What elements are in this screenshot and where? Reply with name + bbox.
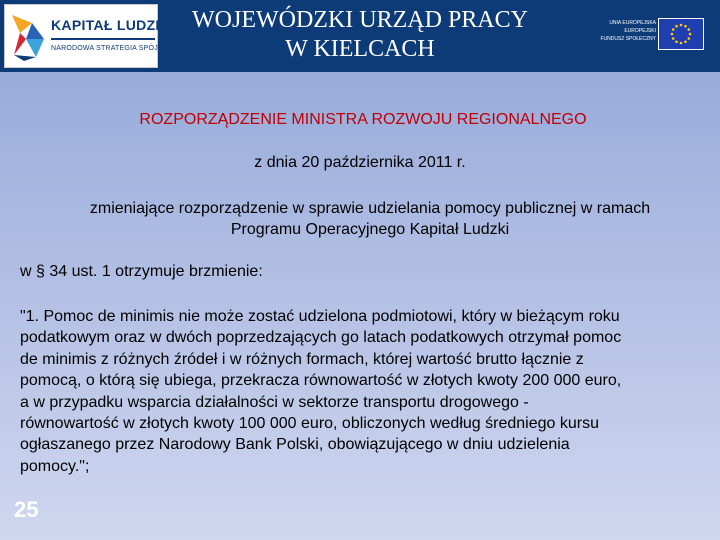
eu-fund-label-line: UNIA EUROPEJSKA bbox=[609, 20, 656, 26]
provision-line: podatkowym oraz w dwóch poprzedzających go latach podatkowych otrzymał pomoc bbox=[20, 329, 622, 347]
logo-subtitle: NARODOWA STRATEGIA SPÓJNOŚCI bbox=[51, 45, 182, 52]
logo-title: KAPITAŁ LUDZKI bbox=[51, 17, 171, 33]
amendment-intro: w § 34 ust. 1 otrzymuje brzmienie: bbox=[20, 263, 263, 280]
provision-line: pomocy."; bbox=[20, 457, 90, 475]
provision-line: równowartość w złotych kwoty 100 000 euro, obliczonych według średniego kursu bbox=[20, 415, 599, 433]
page-number: 25 bbox=[14, 497, 39, 522]
provision-line: "1. Pomoc de minimis nie może zostać udzielona podmiotowi, który w bieżącym roku bbox=[20, 308, 620, 325]
amendment-title-line: Programu Operacyjnego Kapitał Ludzki bbox=[230, 221, 510, 238]
provision-line: pomocą, o którą się ubiega, przekracza równowartość w złotych kwoty 200 000 euro, bbox=[20, 372, 622, 390]
page-title-line-1: WOJEWÓDZKI URZĄD PRACY bbox=[192, 7, 528, 33]
amended-provision-text bbox=[20, 306, 710, 477]
eu-fund-label-line: FUNDUSZ SPOŁECZNY bbox=[600, 36, 656, 42]
provision-line: ogłaszanego przez Narodowy Bank Polski, obowiązującego w dniu udzielenia bbox=[20, 436, 570, 454]
regulation-heading: ROZPORZĄDZENIE MINISTRA ROZWOJU REGIONALNEGO bbox=[139, 111, 587, 128]
page-title-line-2: W KIELCACH bbox=[285, 36, 435, 62]
amendment-title-line: zmieniające rozporządzenie w sprawie udzielania pomocy publicznej w ramach bbox=[89, 200, 651, 217]
regulation-date: z dnia 20 października 2011 r. bbox=[254, 154, 466, 171]
amendment-title bbox=[20, 198, 720, 240]
provision-line: de minimis z różnych źródeł i w różnych formach, której wartość brutto łącznie z bbox=[20, 350, 584, 368]
eu-fund-label-line: EUROPEJSKI bbox=[624, 28, 656, 34]
provision-line: a w przypadku wsparcia działalności w sektorze transportu drogowego - bbox=[20, 393, 529, 411]
